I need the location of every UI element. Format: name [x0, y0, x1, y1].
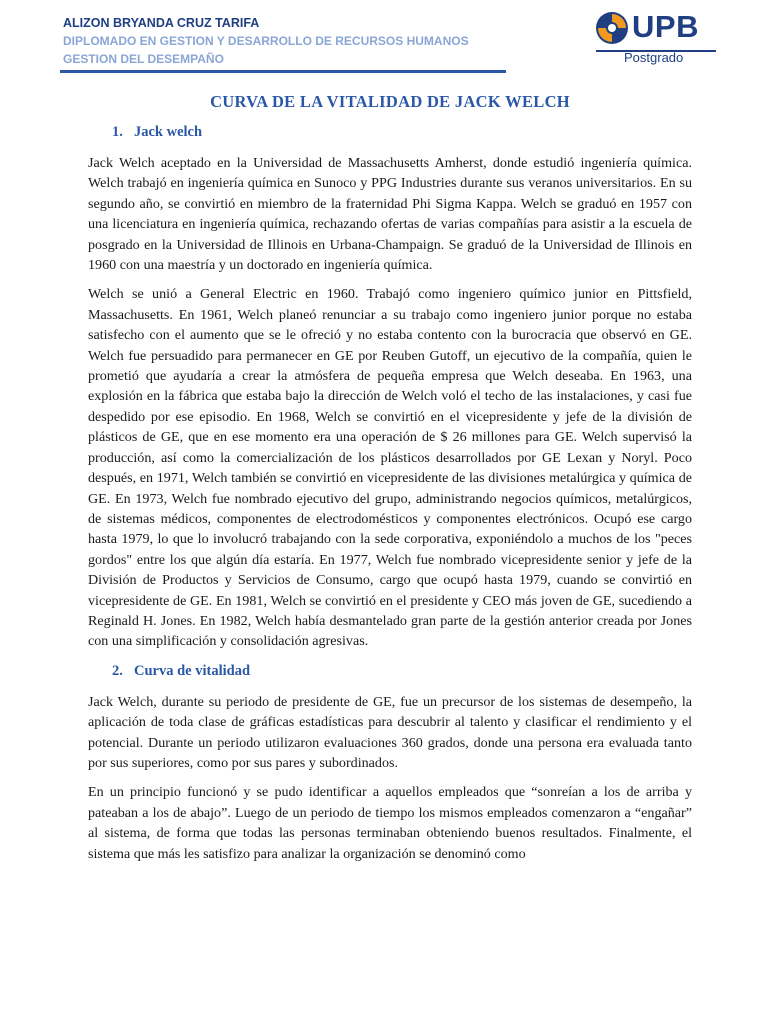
page-header [0, 0, 768, 80]
paragraph: Jack Welch aceptado en la Universidad de Massachusetts Amherst, donde estudió ingeniería química. Welch trabajó en ingeniería química en Sunoco y PPG Industries durante sus veranos universitarios. En su segundo año, se convirtió en miembro de la fraternidad Phi Sigma Kappa. Welch se graduó en 1957 con una licenciatura en ingeniería química, rechazando ofertas de varias compañías para asistir a la escuela de posgrado en la Universidad de Illinois en Urbana-Champaign. Se graduó de la Universidad de Illinois en 1960 con una maestría y un doctorado en ingeniería química. [88, 155, 692, 274]
header-divider [60, 70, 506, 73]
section-heading-text: Curva de vitalidad [134, 662, 251, 679]
header-info [63, 14, 469, 68]
author-name: ALIZON BRYANDA CRUZ TARIFA [63, 16, 260, 30]
section-heading-text: Jack welch [134, 124, 203, 140]
paragraph: Welch se unió a General Electric en 1960. Trabajó como ingeniero químico junior en Pittsfield, Massachusetts. En 1961, Welch planeó renunciar a su trabajo como ingeniero junior porque no estaba satisfecho con el aumento que se le ofreció y no estaba contento con la burocracia que observó en GE. Welch fue persuadido para permanecer en GE por Reuben Gutoff, un ejecutivo de la compañía, quien le prometió que ayudaría a crear la atmósfera de pequeña empresa que Welch deseaba. En 1963, una explosión en la fábrica que estaba bajo la dirección de Welch voló el techo de las instalaciones, y casi fue despedido por ese episodio. En 1968, Welch se convirtió en el vicepresidente y jefe de la división de plásticos de GE, que en ese momento era una operación de $ 26 millones para GE. Welch supervisó la producción, así como la comercialización de los plásticos desarrollados por GE Lexan y Noryl. Poco después, en 1971, Welch también se convirtió en vicepresidente de las divisiones metalúrgica y química de GE. En 1973, Welch fue nombrado ejecutivo del grupo, administrando negocios químicos, metalúrgicos, de sistemas médicos, componentes de electrodomésticos y componentes electrónicos. Ocupó ese cargo hasta 1979, lo que lo involucró trabajando con la sede corporativa, exponiéndolo a muchos de los "peces gordos" entre los que algún día estaría. En 1977, Welch fue nombrado vicepresidente senior y jefe de la División de Productos y Servicios de Consumo, cargo que ocupó hasta 1979, cuando se convirtió en vicepresidente de GE. En 1981, Welch se convirtió en el presidente y CEO más joven de GE, sucediendo a Reginald H. Jones. En 1982, Welch había desmantelado gran parte de la gestión anterior creada por Jones con una simplificación y consolidación agresivas. [88, 286, 692, 650]
module-name: GESTION DEL DESEMPAÑO [63, 52, 224, 66]
logo-wordmark: UPB [632, 9, 699, 44]
program-name: DIPLOMADO EN GESTION Y DESARROLLO DE RECURSOS HUMANOS [63, 34, 469, 48]
section-heading-1 [88, 122, 692, 142]
section-number: 1. [112, 124, 123, 140]
upb-logo-icon [594, 10, 630, 46]
section-heading-2 [88, 661, 692, 681]
paragraph: Jack Welch, durante su periodo de presidente de GE, fue un precursor de los sistemas de desempeño, la aplicación de toda clase de gráficas estadísticas para descubrir al talento y clasificar el rendimiento y el potencial. Durante un periodo utilizaron evaluaciones 360 grados, donde una persona era evaluada tanto por sus superiores, como por sus pares y subordinados. [88, 693, 692, 771]
document-body [88, 92, 692, 873]
logo-subtitle: Postgrado [624, 50, 684, 65]
section-number: 2. [112, 662, 123, 679]
upb-logo [594, 6, 724, 66]
paragraph: En un principio funcionó y se pudo identificar a aquellos empleados que “sonreían a los de arriba y pateaban a los de abajo”. Luego de un periodo de tiempo los mismos empleados comenzaron a “engañar” al sistema, de forma que todas las personas terminaban obteniendo buenos resultados. Finalmente, el sistema que más les satisfizo para analizar la organización se denominó como [88, 784, 692, 862]
document-title: CURVA DE LA VITALIDAD DE JACK WELCH [210, 92, 570, 111]
